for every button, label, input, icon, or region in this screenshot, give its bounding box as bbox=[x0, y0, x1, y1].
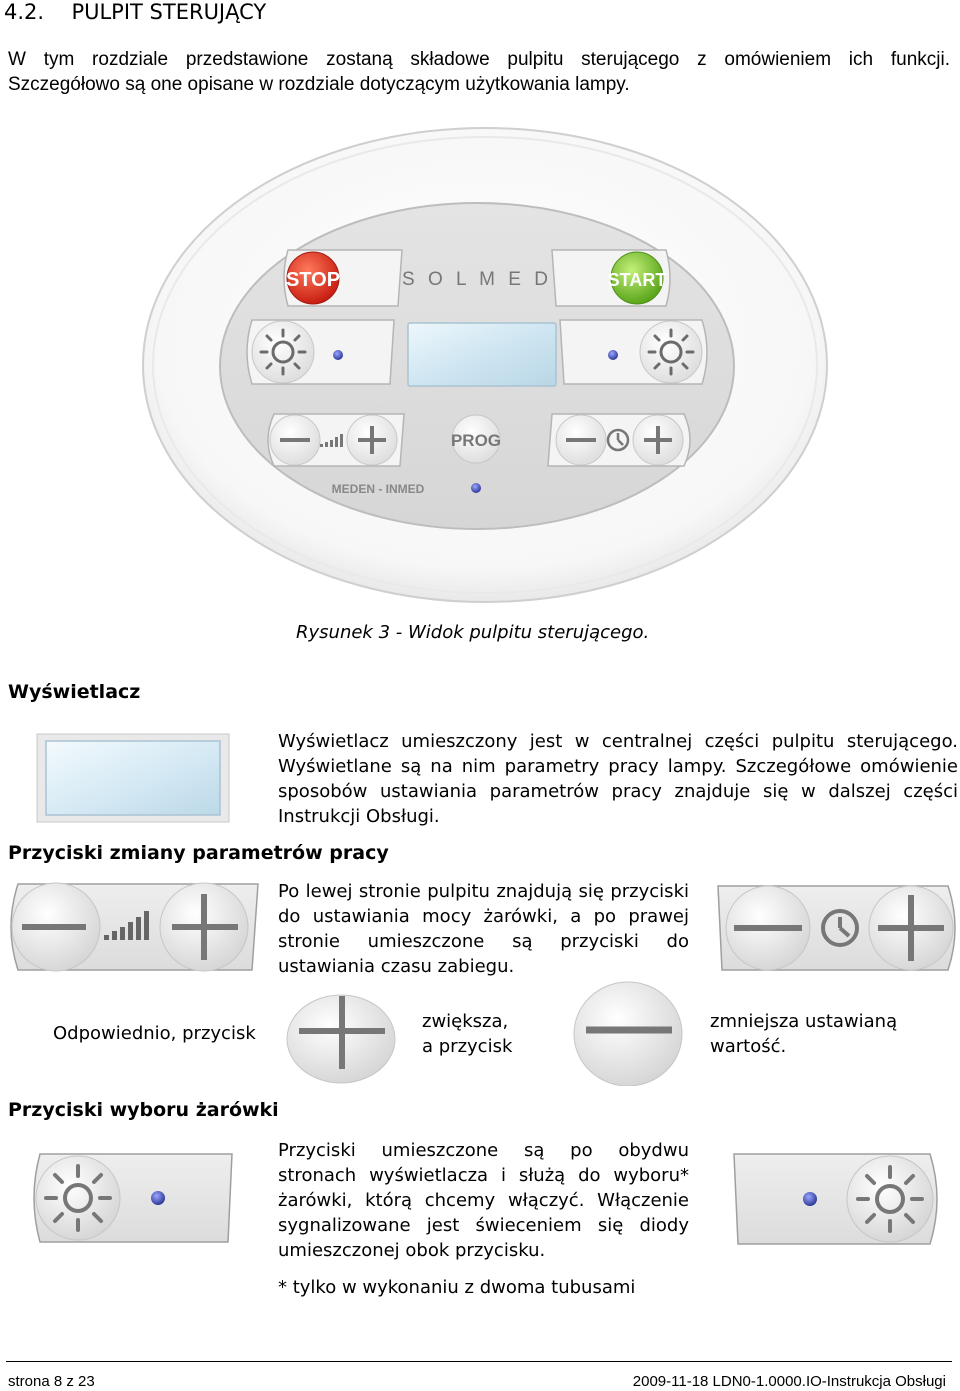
phrase-start: Odpowiednio, przycisk bbox=[53, 1023, 256, 1044]
minus-button-image bbox=[572, 978, 684, 1086]
time-decrease-button[interactable] bbox=[556, 415, 606, 465]
power-decrease-button[interactable] bbox=[270, 415, 320, 465]
prog-button[interactable] bbox=[451, 415, 501, 463]
power-buttons-image bbox=[8, 880, 260, 974]
time-buttons-image bbox=[712, 882, 960, 974]
stop-label: STOP bbox=[285, 269, 341, 291]
lamp-heading: Przyciski wyboru żarówki bbox=[8, 1099, 279, 1121]
lamp-left-button-image bbox=[32, 1150, 234, 1246]
section-number: 4.2. bbox=[4, 0, 45, 24]
led-indicator bbox=[803, 1192, 817, 1206]
lamp-select-right-button[interactable] bbox=[560, 320, 707, 384]
led-indicator bbox=[333, 350, 343, 360]
phrase-middle-line-2: a przycisk bbox=[422, 1036, 513, 1057]
maker-label: MEDEN - INMED bbox=[331, 482, 425, 496]
prog-label: PROG bbox=[450, 431, 502, 450]
intro-line-2: Szczegółowo są one opisane w rozdziale dotyczącym użytkowania lampy. bbox=[8, 74, 630, 95]
intro-paragraph bbox=[8, 47, 950, 97]
phrase-end bbox=[710, 1009, 897, 1059]
display-heading: Wyświetlacz bbox=[8, 681, 141, 703]
led-indicator bbox=[471, 483, 481, 493]
section-heading bbox=[4, 0, 266, 24]
lamp-description: Przyciski umieszczone są po obydwu stronach wyświetlacza i służą do wyboru* żarówki, którą chcemy włączyć. Włączenie sygnalizowane jest świeceniem się diody umieszczonej obok przycisku. bbox=[278, 1140, 689, 1261]
lamp-footnote: * tylko w wykonaniu z dwoma tubusami bbox=[278, 1277, 636, 1298]
intro-line-1: W tym rozdziale przedstawione zostaną składowe pulpitu sterującego z omówieniem ich funkcji. bbox=[8, 49, 950, 70]
power-increase-button[interactable] bbox=[347, 415, 397, 465]
lamp-right-button-image bbox=[730, 1150, 942, 1248]
led-indicator bbox=[151, 1191, 165, 1205]
lamp-select-left-button[interactable] bbox=[247, 320, 394, 384]
start-label: START bbox=[607, 270, 667, 290]
plus-button-image bbox=[285, 993, 397, 1085]
section-title: PULPIT STERUJĄCY bbox=[71, 0, 267, 24]
footer-rule bbox=[6, 1361, 952, 1362]
params-heading: Przyciski zmiany parametrów pracy bbox=[8, 842, 389, 864]
phrase-middle-line-1: zwiększa, bbox=[422, 1011, 509, 1032]
time-increase-button[interactable] bbox=[633, 415, 683, 465]
display bbox=[408, 323, 556, 386]
phrase-middle bbox=[422, 1009, 512, 1059]
footer-page: strona 8 z 23 bbox=[8, 1373, 95, 1390]
figure-caption: Rysunek 3 - Widok pulpitu sterującego. bbox=[296, 622, 650, 643]
power-control-group bbox=[268, 414, 404, 466]
phrase-end-line-2: wartość. bbox=[710, 1036, 787, 1057]
phrase-end-line-1: zmniejsza ustawianą bbox=[710, 1011, 898, 1032]
brand-label: S O L M E D bbox=[402, 269, 552, 290]
time-control-group bbox=[548, 414, 690, 466]
params-description: Po lewej stronie pulpitu znajdują się przyciski do ustawiania mocy żarówki, a po prawej stronie umieszczone są przyciski do ustawiania czasu zabiegu. bbox=[278, 881, 689, 977]
footer-doc: 2009-11-18 LDN0-1.0000.IO-Instrukcja Obsługi bbox=[632, 1373, 946, 1390]
stop-button[interactable] bbox=[284, 250, 402, 306]
start-button[interactable] bbox=[552, 250, 670, 306]
control-panel-figure bbox=[140, 118, 840, 613]
led-indicator bbox=[608, 350, 618, 360]
display-description: Wyświetlacz umieszczony jest w centralnej części pulpitu sterującego. Wyświetlane są na nim parametry pracy lampy. Szczegółowe omówienie sposobów ustawiania parametrów pracy znajduje się w dalszej części Instrukcji Obsługi. bbox=[278, 731, 958, 827]
display-image bbox=[36, 733, 230, 823]
